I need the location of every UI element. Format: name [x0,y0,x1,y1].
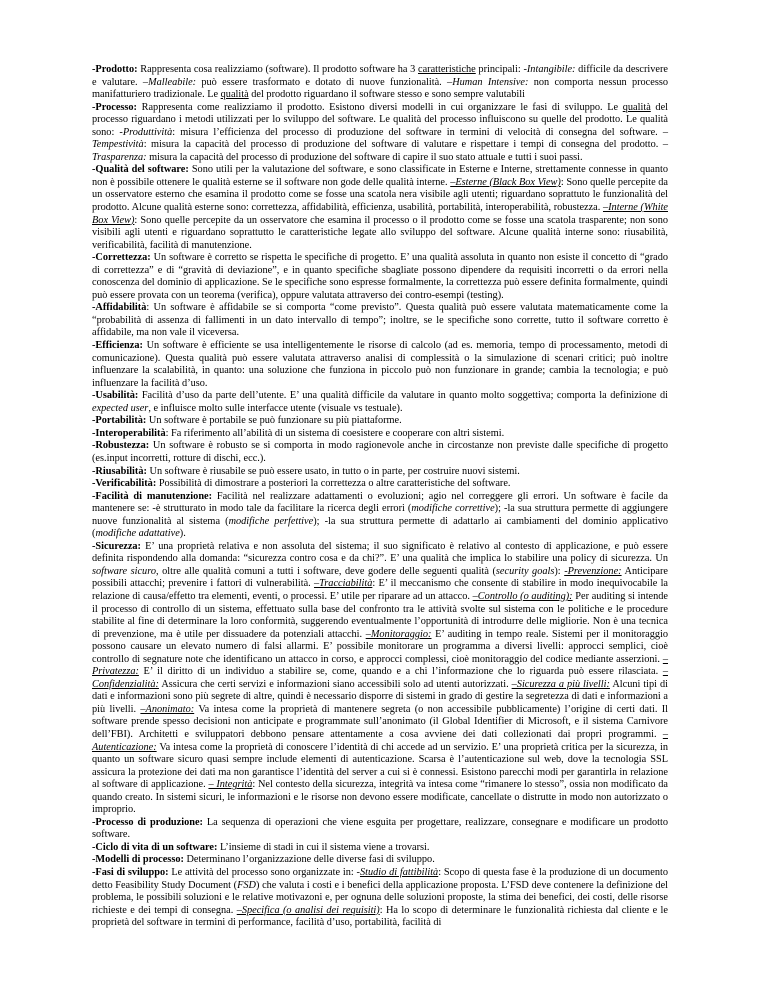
text-run: Va intesa come la proprietà di mantenere segreta (o non accessibile pubblicamente) l’origine di certi dati. Il software prende spesso decisioni non anticipate e programmate sull’anonimato (il Global Identifier di Microsoft, e il sistema Carnivore dell’FBI). Architetti e sviluppatori debbono pensare attentamente a cosa avviene dei dati collezionati dai propri programmi. [92,703,668,740]
paragraph [92,491,668,541]
text-run: Le attività del processo sono organizzate in: - [168,867,360,878]
term-heading: -Facilità di manutenzione: [92,490,213,502]
text-run: qualità [622,101,651,113]
text-run: La sequenza di operazioni che viene esguita per progettare, realizzare, consegnare e modificare un prodotto software. [92,816,669,841]
term-heading: -Riusabilità: [92,465,147,477]
text-run: del processo riguardano i metodi utilizzati per lo sviluppo del software. Le qualità del processo influiscono su quelle del prodotto. Le qualità sono: - [92,101,668,138]
term-heading: -Sicurezza: [92,540,141,552]
text-run: –Anonimato: [140,703,195,715]
text-run: : misura l’efficienza del processo di produzione del software in termini di velocità di consegna del software. – [172,126,668,138]
term-heading: -Affidabilità [92,302,147,314]
paragraph [92,466,668,479]
text-run: : Ha lo scopo di determinare le funzionalità richiesta dal cliente e le proprietà del software in termini di performance, facilità d’uso, portabilità, facilità di [92,904,668,929]
text-run: –Controllo (o auditing): [472,590,573,602]
text-run: Facilità nel realizzare adattamenti o evoluzioni; agio nel correggere gli errori. Un software è facile da mantenere se: -è strutturato in modo tale da facilitare la ricerca degli errori ( [92,490,668,515]
paragraph [92,415,668,428]
term-heading: -Interoperabilità [92,427,166,439]
text-run: difficile da descrivere e valutare. – [92,64,668,88]
text-run: ); -la sua struttura permette di adattarlo ai cambiamenti del dominio applicativo ( [92,515,668,540]
term-heading: -Efficienza: [92,340,143,352]
paragraph [92,440,668,465]
term-heading: -Robustezza: [92,440,150,452]
text-run: Un software è corretto se rispetta le specifiche di progetto. E’ una qualità assoluta in quanto non esiste il concetto di “grado di correttezza” e di “gravità di deviazione”, e in quanto specifiche sbagliate possono dipendere da requisiti incorretti o da errori nella conoscenza del dominio di applicazione. Se le specifiche sono espresse formalmente, la correttezza può essere definita formalmente, quindi può essere provata con un teorema (verifica), oppure valutata attraverso dei contro-esempi (testing). [92,252,668,301]
text-run: non comporta nessun processo manifatturiero tradizionale. Le [92,76,668,101]
text-run: E’ auditing in tempo reale. Sistemi per il monitoraggio possono causare un elevato numero di falsi allarmi. E’ possibile monitorare un programma a diversi livelli: approcci semplici, cioè controllo di segnature note che identificano un attacco in corso, e approcci complessi, cioè monitoraggio del codice mediante asserzioni. [92,628,668,665]
paragraph [92,340,668,390]
text-run: Assicura che certi servizi e informazioni siano accessibili solo ad utenti autorizzati. [158,678,512,690]
text-run: Determinano l’organizzazione delle diverse fasi di sviluppo. [183,854,435,866]
paragraph [92,390,668,415]
text-run: : Sono quelle percepite da un osservatore esterno che esamina il prodotto come se fosse una scatola nera visibile agli utenti; riguardano soprattuto le funzionalità del prodotto. Alcune qualità esterne sono: correttezza, affidabilità, efficienza, usabilità, portabilità, interoperabilità, robustezza. [92,176,668,214]
term-heading: -Prodotto: [92,64,138,75]
text-run: Human Intensive: [452,76,529,88]
text-run: –Interne (White Box View) [92,202,668,226]
text-run: misura la capacità del processo di produzione del software di capire il suo stato attuale e tutti i suoi passi. [146,151,583,163]
text-run: : Un software è affidabile se si comporta “come previsto”. Questa qualità può essere valutata matematicamente come la “probabilità di assenza di fallimenti in un dato intervallo di tempo”; inoltre, se le specifiche sono corrette, tutto il software corretto è affidabile, ma non vale il viceversa. [92,302,668,339]
term-heading: -Correttezza: [92,252,151,264]
paragraph [92,854,668,867]
paragraph [92,428,668,441]
text-run: : Sono quelle percepite da un osservatore che esamina il processo o il prodotto come se fosse una scatola trasparente; non sono visibili agli utenti e riguardano soprattutto le caratteristiche legate allo sviluppo del software. Alcune qualità interne sono: riusabilità, verificabilità, facilità di manutenzione. [92,214,668,251]
text-run: può essere trasformato e dotato di nuove funzionalità. – [196,76,453,88]
document-page [92,64,668,930]
text-run: E’ il diritto di un individuo a stabilire se, come, quando e a chi l’informazione che lo riguarda può essere rilasciata. [138,666,663,678]
paragraph [92,867,668,930]
text-run: Un software è portabile se può funzionare su più piattaforme. [146,415,402,427]
text-run: , e influisce molto sulle interfacce utente (visuale vs testuale). [148,402,403,414]
text-run: modifiche correttive [411,503,495,515]
text-run: ) che valuta i costi e i benefici della applicazione proposta. L’FSD deve contenere la definizione del problema, le possibili soluzioni e le relative motivazoni e, per ognuna delle soluzioni proposte, la stima dei benefici, dei costi, delle risorse richieste e dei tempi di consegna. [92,879,668,916]
text-run: software sicuro [92,565,156,577]
paragraph [92,102,668,165]
text-run: Rappresenta cosa realizziamo (software). Il prodotto software ha 3 [137,64,418,75]
term-heading: -Processo: [92,101,137,113]
text-run: –Autenticazione: [92,728,668,753]
text-run: Un software è riusabile se può essere usato, in tutto o in parte, per costruire nuovi sistemi. [146,465,520,477]
paragraph [92,817,668,842]
text-run: Produttività [122,126,173,138]
text-run: Anticipare possibili attacchi; prevenire i fattori di vulnerabilità. [92,565,668,590]
text-run: caratteristiche [418,64,476,75]
text-run: Malleabile: [148,76,197,88]
term-heading: -Portabilità: [92,415,147,427]
text-run: Un software è robusto se si comporta in modo ragionevole anche in circostanze non previste dalle specifiche di progetto (es.input incorretti, rotture di dischi, ecc.). [92,440,668,464]
paragraph [92,302,668,340]
text-run: Per auditing si intende il processo di controllo di un sistema, effettuato sulla base del confronto tra le attività svolte sul sistema con le politiche e le procedure stabilite al fine di determinare la loro conformità, suggerendo eventualmente l’opportunità di introdurre delle migliorie. Non è una tecnica di prevenzione, ma è utile per dissuadere da potenziali attacchi. [92,590,668,640]
text-run: –Esterne (Black Box View) [450,176,561,188]
term-heading: -Qualità del software: [92,164,189,176]
text-run: : Nel contesto della sicurezza, integrità va intesa come “rimanere lo stesso”, ossia non modificato da quando creato. In sistemi sicuri, le informazioni e le risorse non devono essere modificate, cancellate o distrutte in modo non autorizzato o improprio. [92,779,668,816]
text-run: –Tracciabilità [313,578,373,590]
text-run: : E’ il meccanismo che consente di stabilire in modo inequivocabile la relazione di causa/effetto tra elementi, eventi, o processi. E’ utile per riparare ad un attacco. [92,578,668,602]
text-run: : misura la capacità del processo di produzione del software di valutare e rispettare i tempi di consegna del prodotto. – [143,139,668,151]
text-run: expected user [92,402,149,414]
text-run: –Privatezza: [92,653,668,678]
term-heading: -Processo di produzione: [92,816,203,828]
text-run: –Sicurezza a più livelli: [511,678,610,690]
paragraph [92,478,668,491]
paragraph [92,252,668,302]
paragraph [92,164,668,252]
text-run: Alcuni tipi di dati e informazioni sono più segrete di altre, quindi è necessario disporre di sistemi in grado di gestire la segretezza di dati e informazioni a più livelli. [92,678,669,715]
text-run: –Monitoraggio: [365,628,432,640]
text-run: ): [554,565,565,577]
text-run: , oltre alle qualità comuni a tutti i software, deve godere delle seguenti qualità ( [155,565,496,577]
text-run: : Fa riferimento all’abilità di un sistema di coesistere e cooperare con altri sistemi. [165,427,505,439]
text-run: Intangibile: [526,64,576,75]
text-run: E’ una proprietà relativa e non assoluta del sistema; il suo significato è relativo al contesto di applicazione, e può essere definita rispondendo alla domanda: “sicurezza contro cosa e da chi?”. E’ una qualità che implica lo stabilire una policy di sicurezza. Un [92,540,668,565]
text-run: Un software è efficiente se usa intelligentemente le risorse di calcolo (ad es. memoria, tempo di processamento, metodi di comunicazione). Questa qualità può essere valutata attraverso analisi di complessità o la simulazione di scenari critici; può inoltre influenzare la scalabilità, in quanto: una soluzione che funziona in piccolo può non funzionare in grande; cambia la tecnologia; e può influenzare la facilità d’uso. [92,340,668,389]
paragraph [92,842,668,855]
text-run: : Scopo di questa fase è la produzione di un documento detto Feasibility Study Document ( [92,867,669,891]
term-heading: -Fasi di sviluppo: [92,867,169,878]
text-run: del prodotto riguardano il software stesso e sono sempre valutabili [248,89,525,101]
text-run: modifiche perfettive [228,515,314,527]
term-heading: -Verificabilità: [92,478,157,490]
text-run: Facilità d’uso da parte dell’utente. E’ una qualità difficile da valutare in quanto molto soggettiva; comporta la definizione di [138,390,668,402]
text-run: ). [179,528,186,540]
text-run: Possibilità di dimostrare a posteriori la correttezza o altre caratteristiche del software. [156,478,511,490]
paragraph [92,541,668,817]
text-run: ); -la sua struttura permette di aggiungere nuove funzionalità al sistema ( [92,503,668,527]
term-heading: -Modelli di processo: [92,854,184,866]
text-run: L’insieme di stadi in cui il sistema viene a trovarsi. [217,841,430,853]
text-run: -Prevenzione: [564,565,622,577]
text-run: Va intesa come la proprietà di conoscere l’identità di chi accede ad un servizio. E’ una proprietà critica per la sicurezza, in quanto un software sicuro quasi sempre include elementi di autenticazione. Scarsa è l’autenticazione sul web, dove la tecnologia SSL assicura la protezione dei dati ma non garantisce l’identità del server a cui si è connessi. Esistono parecchi modi per garantirla in relazione al software di applicazione. [92,741,668,791]
text-run: –Specifica (o analisi dei requisiti) [236,904,380,916]
text-run: –Confidenzialità: [92,666,668,690]
text-run: Studio di fattibilità [359,867,439,878]
text-run: Sono utili per la valutazione del software, e sono classificate in Esterne e Interne, strettamente connesse in quanto non è possibile ottenere le qualità esterne se il software non gode delle qualità interne. [92,164,668,188]
term-heading: -Usabilità: [92,390,139,402]
paragraph [92,64,668,102]
term-heading: -Ciclo di vita di un software: [92,841,218,853]
text-run: qualità [220,89,249,101]
text-run: Tempestività [92,139,144,151]
text-run: Rappresenta come realizziamo il prodotto. Esistono diversi modelli in cui organizzare le fasi di sviluppo. Le [136,101,623,113]
text-run: FSD [237,879,256,891]
text-run: principali: - [475,64,527,75]
text-run: – Integrità [208,779,253,791]
text-run: Trasparenza: [92,151,147,163]
text-run: modifiche adattative [95,528,180,540]
text-run: security goals [495,565,555,577]
